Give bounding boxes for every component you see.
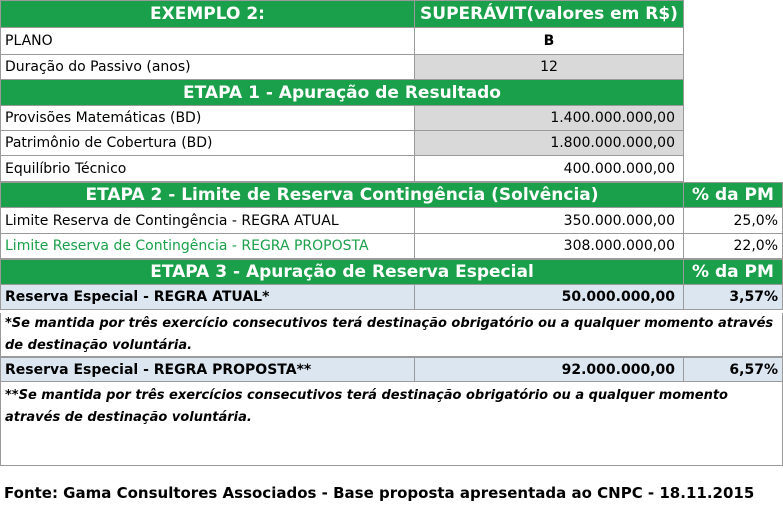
stage1-title: ETAPA 1 - Apuração de Resultado [0,80,684,106]
duration-value: 12 [415,55,684,80]
special-reserve-current-pct: 3,57% [684,285,783,310]
table-row [0,131,684,156]
stage2-pct-header: % da PM [684,182,783,208]
technical-balance-label: Equilíbrio Técnico [0,156,415,182]
table-row [0,234,783,259]
stage3-title: ETAPA 3 - Apuração de Reserva Especial [0,259,684,285]
contingency-current-value: 350.000.000,00 [415,208,684,234]
table-row [0,106,684,131]
table-row [0,208,783,234]
contingency-current-label: Limite Reserva de Contingência - REGRA ATUAL [0,208,415,234]
coverage-equity-label: Patrimônio de Cobertura (BD) [0,131,415,156]
special-reserve-current-note: *Se mantida por três exercício consecutivos terá destinação obrigatório ou a qualquer momento através de destinação voluntária. [0,313,783,357]
special-reserve-proposed-pct: 6,57% [684,357,783,382]
contingency-proposed-label: Limite Reserva de Contingência - REGRA PROPOSTA [0,234,415,259]
header-row [0,0,684,28]
coverage-equity-value: 1.800.000.000,00 [415,131,684,156]
stage1-header-row [0,80,684,106]
plan-row [0,28,684,55]
contingency-proposed-pct: 22,0% [684,234,783,259]
special-reserve-proposed-label: Reserva Especial - REGRA PROPOSTA** [0,357,415,382]
type-title: SUPERÁVIT(valores em R$) [415,0,684,28]
duration-label: Duração do Passivo (anos) [0,55,415,80]
special-reserve-current-value: 50.000.000,00 [415,285,684,310]
table-row [0,357,783,382]
source-note: Fonte: Gama Consultores Associados - Base proposta apresentada ao CNPC - 18.11.2015 [4,484,755,502]
math-provisions-value: 1.400.000.000,00 [415,106,684,131]
table-row [0,285,783,310]
stage2-header-row [0,182,783,208]
stage3-header-row [0,259,783,285]
plan-label: PLANO [0,28,415,55]
plan-value: B [415,28,684,55]
stage2-title: ETAPA 2 - Limite de Reserva Contingência (Solvência) [0,182,684,208]
table-row [0,156,684,182]
stage3-pct-header: % da PM [684,259,783,285]
special-reserve-current-label: Reserva Especial - REGRA ATUAL* [0,285,415,310]
contingency-proposed-value: 308.000.000,00 [415,234,684,259]
technical-balance-value: 400.000.000,00 [415,156,684,182]
contingency-current-pct: 25,0% [684,208,783,234]
example-title: EXEMPLO 2: [0,0,415,28]
special-reserve-proposed-value: 92.000.000,00 [415,357,684,382]
duration-row [0,55,684,80]
math-provisions-label: Provisões Matemáticas (BD) [0,106,415,131]
special-reserve-proposed-note: **Se mantida por três exercícios consecutivos terá destinação obrigatório ou a qualquer momento através de destinação voluntária. [0,382,783,466]
